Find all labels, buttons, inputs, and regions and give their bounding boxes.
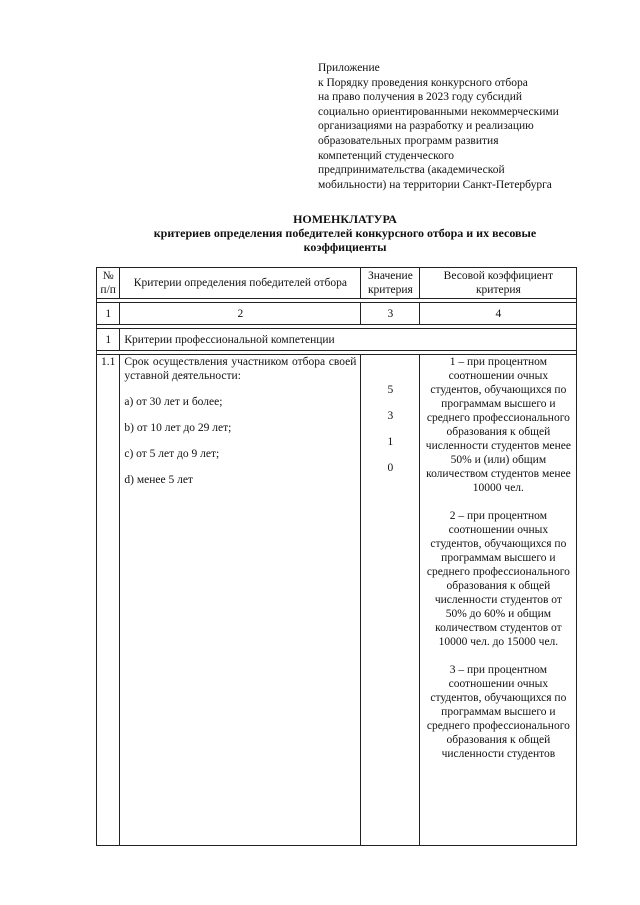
column-number: 2	[120, 303, 361, 325]
appendix-line: организациями на разработку и реализацию	[318, 120, 534, 133]
coefficient-text: 1 – при процентном соотношении очных студентов, обучающихся по программам высшего и среднего профессионального образования к общей численности студентов менее 50% и (или) общим количеством студентов менее 10000 чел.	[425, 356, 571, 494]
criteria-table	[96, 267, 577, 846]
criterion-value: 0	[387, 462, 394, 474]
section-number: 1	[97, 329, 120, 351]
criterion-cell	[120, 355, 361, 846]
header-coefficient: Весовой коэффициент критерия	[420, 268, 577, 299]
header-criteria: Критерии определения победителей отбора	[120, 268, 361, 299]
criterion-number: 1.1	[97, 355, 120, 846]
coefficient-cell	[420, 355, 577, 846]
table-header-row	[97, 268, 577, 299]
column-number: 4	[420, 303, 577, 325]
appendix-line: мобильности) на территории Санкт-Петербурга	[318, 178, 552, 191]
column-number-row	[97, 303, 577, 325]
criterion-value: 3	[387, 410, 394, 422]
section-row	[97, 329, 577, 351]
header-value: Значение критерия	[361, 268, 420, 299]
coefficient-text: 2 – при процентном соотношении очных студентов, обучающихся по программам высшего и среднего профессионального образования к общей численности студентов от 50% до 60% и общим количеством студентов от 10000 чел. до 15000 чел.	[426, 510, 570, 648]
appendix-line: предпринимательства (академической	[318, 164, 505, 177]
criterion-value: 5	[387, 384, 394, 396]
appendix-block	[318, 61, 618, 192]
criterion-row	[97, 355, 577, 846]
document-subtitle-line-2: коэффициенты	[303, 240, 387, 254]
criterion-option: a) от 30 лет и более;	[124, 396, 223, 408]
appendix-line: образовательных программ развития	[318, 134, 499, 147]
criterion-option: b) от 10 лет до 29 лет;	[124, 422, 232, 434]
document-subtitle-line-1: критериев определения победителей конкурсного отбора и их весовые	[153, 226, 537, 240]
appendix-line: социально ориентированными некоммерческими	[318, 105, 559, 118]
criterion-value: 1	[387, 436, 394, 448]
appendix-line: к Порядку проведения конкурсного отбора	[318, 76, 528, 89]
appendix-line: на право получения в 2023 году субсидий	[318, 91, 523, 104]
header-number: № п/п	[97, 268, 120, 299]
criterion-label: Срок осуществления участником отбора своей уставной деятельности:	[124, 356, 357, 382]
document-title: НОМЕНКЛАТУРА	[293, 212, 397, 226]
criterion-option: d) менее 5 лет	[124, 474, 193, 486]
coefficient-text: 3 – при процентном соотношении очных студентов, обучающихся по программам высшего и среднего профессионального образования к общей численности студентов	[426, 664, 570, 760]
appendix-line: Приложение	[318, 62, 380, 74]
criterion-option: c) от 5 лет до 9 лет;	[124, 448, 220, 460]
column-number: 3	[361, 303, 420, 325]
section-label: Критерии профессиональной компетенции	[120, 329, 577, 351]
appendix-line: компетенций студенческого	[318, 149, 455, 162]
column-number: 1	[97, 303, 120, 325]
criterion-values-cell	[361, 355, 420, 846]
criterion-values	[365, 383, 415, 487]
